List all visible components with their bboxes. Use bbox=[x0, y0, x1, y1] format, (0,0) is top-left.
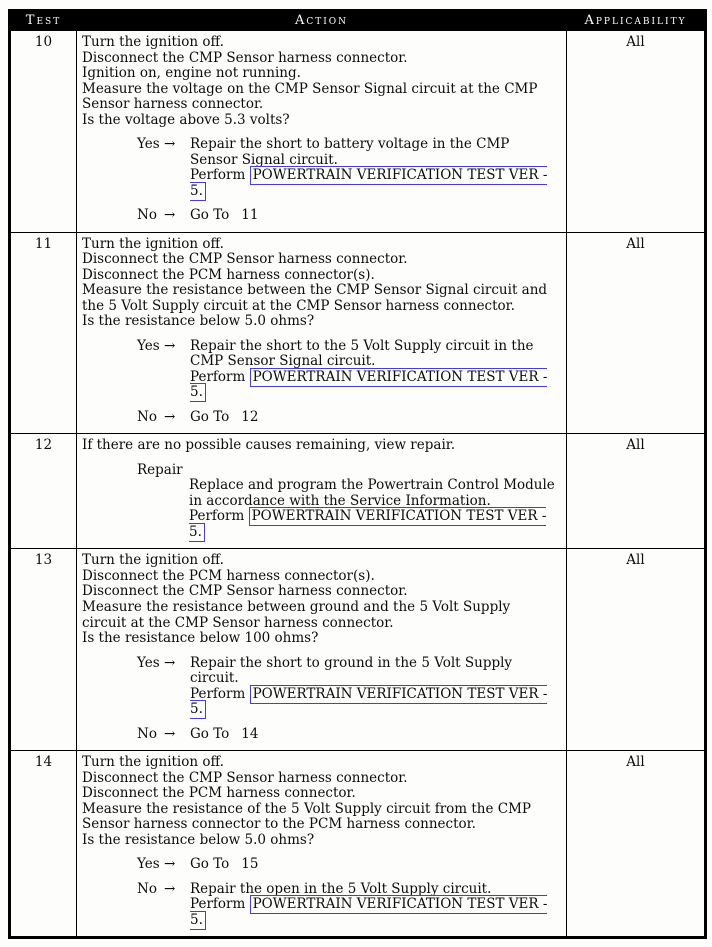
test-number: 14 bbox=[34, 754, 53, 771]
action-step: Is the resistance below 5.0 ohms? bbox=[82, 831, 315, 848]
action-step: Turn the ignition off. bbox=[82, 754, 224, 771]
action-cell bbox=[77, 232, 567, 434]
decision-branch bbox=[137, 410, 558, 426]
applicability-value: All bbox=[626, 235, 645, 252]
arrow-icon: → bbox=[164, 207, 176, 224]
branch-label: Yes bbox=[137, 856, 160, 873]
arrow-icon: → bbox=[164, 408, 176, 425]
branch-lines bbox=[190, 882, 558, 929]
branch-label: Yes bbox=[137, 136, 160, 153]
action-step: Disconnect the PCM harness connector(s). bbox=[82, 567, 375, 584]
branch-lines bbox=[190, 339, 558, 401]
test-number: 10 bbox=[34, 34, 53, 50]
table-row bbox=[10, 31, 706, 233]
action-text: Perform bbox=[190, 896, 250, 913]
applicability-value: All bbox=[626, 34, 645, 50]
action-step: Measure the resistance between the CMP Sensor Signal circuit and the 5 Volt Supply circuit at the CMP Sensor harness connector. bbox=[82, 282, 548, 314]
action-step: Disconnect the CMP Sensor harness connector. bbox=[82, 49, 408, 66]
action-text: Perform bbox=[190, 167, 250, 184]
test-cell bbox=[10, 434, 77, 549]
action-step: Disconnect the CMP Sensor harness connector. bbox=[82, 769, 408, 786]
action-text: 12 bbox=[241, 408, 259, 425]
action-step: Disconnect the CMP Sensor harness connector. bbox=[82, 251, 408, 268]
verification-test-link[interactable]: POWERTRAIN VERIFICATION TEST VER - 5. bbox=[190, 685, 548, 718]
table-row bbox=[10, 751, 706, 938]
applicability-cell bbox=[567, 232, 706, 434]
action-cell bbox=[77, 434, 567, 549]
action-text: 14 bbox=[241, 725, 259, 742]
test-number: 12 bbox=[34, 437, 53, 454]
action-text: Go To bbox=[190, 207, 230, 224]
decision-branch bbox=[137, 727, 558, 743]
test-cell bbox=[10, 751, 77, 938]
arrow-icon: → bbox=[164, 136, 176, 153]
test-cell bbox=[10, 549, 77, 751]
table-header-row bbox=[10, 11, 706, 31]
arrow-icon: → bbox=[164, 725, 176, 742]
action-step: Disconnect the PCM harness connector. bbox=[82, 785, 356, 802]
action-text: 11 bbox=[241, 207, 259, 224]
arrow-icon: → bbox=[164, 880, 176, 897]
action-step: Ignition on, engine not running. bbox=[82, 65, 301, 82]
action-step: Measure the voltage on the CMP Sensor Signal circuit at the CMP Sensor harness connector. bbox=[82, 80, 538, 113]
action-line bbox=[190, 857, 558, 873]
table-row bbox=[10, 232, 706, 434]
action-line bbox=[190, 727, 558, 743]
action-step: If there are no possible causes remaining, view repair. bbox=[82, 437, 456, 454]
action-text: Repair the short to the 5 Volt Supply circuit in the CMP Sensor Signal circuit. bbox=[190, 337, 534, 370]
action-step: Turn the ignition off. bbox=[82, 235, 224, 252]
action-text: 15 bbox=[241, 856, 259, 873]
test-cell bbox=[10, 31, 77, 233]
decision-branch bbox=[137, 208, 558, 224]
action-line bbox=[190, 656, 558, 687]
applicability-value: All bbox=[626, 754, 645, 771]
decision-branch bbox=[137, 137, 558, 199]
branch-lines bbox=[190, 857, 558, 873]
action-step: Turn the ignition off. bbox=[82, 34, 224, 50]
verification-test-link[interactable]: POWERTRAIN VERIFICATION TEST VER - 5. bbox=[190, 896, 548, 928]
branch-lines bbox=[190, 410, 558, 426]
applicability-value: All bbox=[626, 552, 645, 569]
branch-label: No bbox=[137, 725, 157, 742]
action-text: Go To bbox=[190, 725, 230, 742]
arrow-icon: → bbox=[164, 337, 176, 354]
branch-label: No bbox=[137, 207, 157, 224]
test-number: 13 bbox=[34, 552, 53, 569]
applicability-cell bbox=[567, 751, 706, 938]
arrow-icon: → bbox=[164, 856, 176, 873]
applicability-cell bbox=[567, 31, 706, 233]
decision-branch bbox=[137, 857, 558, 873]
branch-label: Yes bbox=[137, 654, 160, 671]
branch-lines bbox=[190, 137, 558, 199]
diagnostic-test-table bbox=[8, 9, 707, 939]
action-text: Perform bbox=[190, 685, 250, 702]
header-applicability: Applicability bbox=[567, 11, 706, 31]
action-step: Disconnect the PCM harness connector(s). bbox=[82, 266, 375, 283]
action-text: Perform bbox=[189, 508, 249, 525]
decision-branch bbox=[137, 882, 558, 929]
verification-test-link[interactable]: POWERTRAIN VERIFICATION TEST VER - 5. bbox=[189, 508, 547, 540]
action-text: Perform bbox=[190, 368, 250, 385]
action-step: Is the resistance below 100 ohms? bbox=[82, 630, 319, 647]
header-action: Action bbox=[77, 11, 567, 31]
action-text: Replace and program the Powertrain Control Module in accordance with the Service Information. bbox=[189, 477, 555, 509]
action-step: Disconnect the CMP Sensor harness connector. bbox=[82, 583, 408, 600]
branch-lines bbox=[189, 478, 558, 540]
branch-lines bbox=[190, 727, 558, 743]
applicability-cell bbox=[567, 434, 706, 549]
action-cell bbox=[77, 549, 567, 751]
action-line bbox=[190, 687, 558, 718]
action-line bbox=[190, 208, 558, 224]
branch-label: No bbox=[137, 408, 157, 425]
action-line bbox=[190, 168, 558, 199]
decision-branch bbox=[137, 339, 558, 401]
applicability-value: All bbox=[626, 437, 645, 454]
arrow-icon: → bbox=[164, 654, 176, 671]
branch-label: No bbox=[137, 880, 157, 897]
header-test: Test bbox=[10, 11, 77, 31]
action-text: Go To bbox=[190, 408, 230, 425]
table-row bbox=[10, 434, 706, 549]
applicability-cell bbox=[567, 549, 706, 751]
action-line bbox=[190, 410, 558, 426]
action-line bbox=[190, 897, 558, 928]
action-line bbox=[190, 137, 558, 168]
action-step: Measure the resistance of the 5 Volt Supply circuit from the CMP Sensor harness connector to the PCM harness connector. bbox=[82, 800, 532, 833]
action-text: Repair the short to ground in the 5 Volt Supply circuit. bbox=[190, 654, 513, 687]
action-cell bbox=[77, 31, 567, 233]
action-text: Repair the open in the 5 Volt Supply circuit. bbox=[190, 880, 492, 897]
branch-lines bbox=[190, 656, 558, 718]
test-number: 11 bbox=[34, 235, 53, 252]
branch-label: Repair bbox=[137, 461, 183, 478]
action-step: Is the voltage above 5.3 volts? bbox=[82, 111, 290, 128]
branch-label: Yes bbox=[137, 337, 160, 354]
action-text: Go To bbox=[190, 856, 230, 873]
action-step: Is the resistance below 5.0 ohms? bbox=[82, 313, 315, 330]
test-cell bbox=[10, 232, 77, 434]
branch-lines bbox=[190, 208, 558, 224]
action-line bbox=[190, 339, 558, 370]
table-row bbox=[10, 549, 706, 751]
action-line bbox=[189, 478, 558, 509]
decision-branch bbox=[137, 656, 558, 718]
verification-test-link[interactable]: POWERTRAIN VERIFICATION TEST VER - 5. bbox=[190, 368, 548, 401]
action-text: Repair the short to battery voltage in the CMP Sensor Signal circuit. bbox=[190, 136, 510, 168]
action-cell bbox=[77, 751, 567, 938]
action-line bbox=[190, 370, 558, 401]
action-step: Turn the ignition off. bbox=[82, 552, 224, 569]
action-line bbox=[189, 509, 558, 540]
verification-test-link[interactable]: POWERTRAIN VERIFICATION TEST VER - 5. bbox=[190, 167, 548, 199]
action-step: Measure the resistance between ground and the 5 Volt Supply circuit at the CMP Sensor harness connector. bbox=[82, 598, 511, 631]
